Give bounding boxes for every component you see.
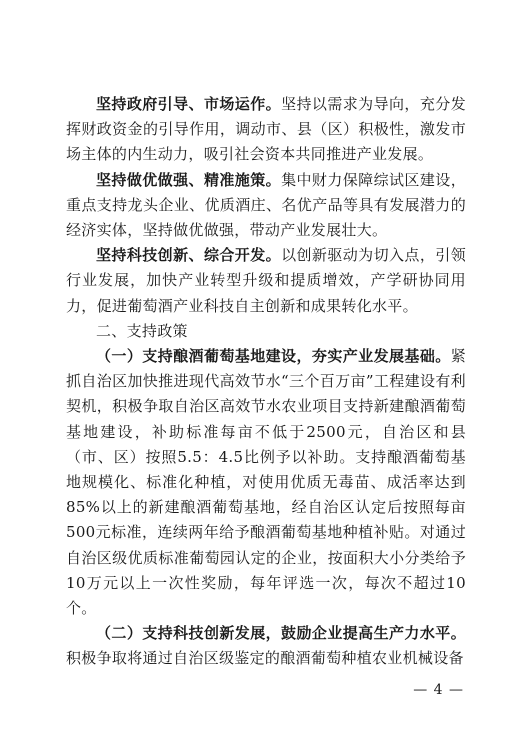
policy-lead: （二）支持科技创新发展，鼓励企业提高生产力水平。 [96, 624, 466, 643]
paragraph-body: 集中财力保障综试区建设，重点支持龙头企业、优质酒庄、名优产品等具有发展潜力的经济实体，坚持做优做强，带动产业发展壮大。 [66, 170, 466, 240]
policy-tech-development [66, 621, 466, 671]
paragraph-precise-policy [66, 168, 466, 244]
paragraph-body: 坚持以需求为导向，充分发挥财政资金的引导作用，调动市、县（区）积极性，激发市场主体的内生动力，吸引社会资本共同推进产业发展。 [66, 95, 466, 164]
policy-lead: （一）支持酿酒葡萄基地建设，夯实产业发展基础。 [96, 347, 451, 366]
paragraph-government-guidance [66, 92, 466, 168]
paragraph-tech-innovation [66, 243, 466, 319]
policy-body: 紧抓自治区加快推进现代高效节水“三个百万亩”工程建设有利契机，积极争取自治区高效节水农业项目支持新建酿酒葡萄基地建设，补助标准每亩不低于2500元，自治区和县（市、区）按照5.5：4.5比例予以补助。支持酿酒葡萄基地规模化、标准化种植，对使用优质无毒苗、成活率达到85%以上的新建酿酒葡萄基地，经自治区认定后按照每亩500元标准，连续两年给予酿酒葡萄基地种植补贴。对通过自治区级优质标准葡萄园认定的企业，按面积大小分类给予10万元以上一次性奖励，每年评选一次，每次不超过10个。 [66, 347, 466, 618]
section-heading: 二、支持政策 [96, 321, 188, 340]
policy-body: 积极争取将通过自治区级鉴定的酿酒葡萄种植农业机械设备 [66, 649, 464, 668]
paragraph-lead: 坚持政府引导、市场运作。 [96, 95, 282, 113]
paragraph-body: 以创新驱动为切入点，引领行业发展，加快产业转型升级和提质增效，产学研协同用力，促进葡萄酒产业科技自主创新和成果转化水平。 [66, 246, 466, 315]
paragraph-lead: 坚持科技创新、综合开发。 [96, 246, 282, 265]
document-content [66, 92, 466, 672]
page-number: — 4 — [413, 682, 464, 698]
paragraph-lead: 坚持做优做强、精准施策。 [96, 170, 282, 189]
policy-vineyard-base [66, 344, 466, 621]
